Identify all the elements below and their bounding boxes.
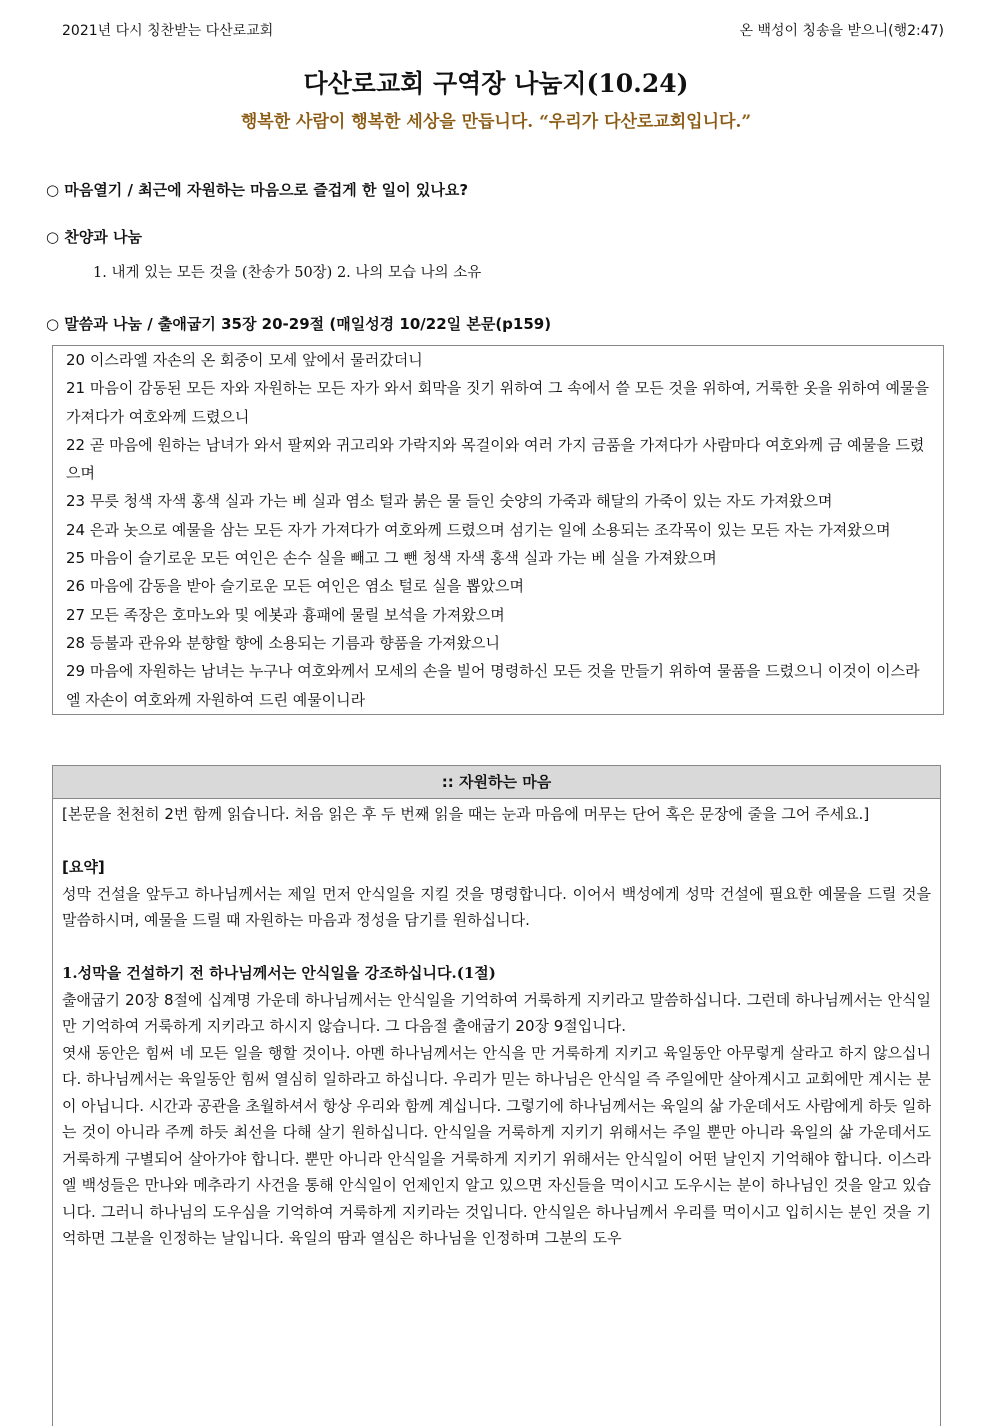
meditation-box-heading: :: 자원하는 마음: [53, 766, 940, 799]
meditation-box-body: [53, 799, 940, 1252]
summary-text: 성막 건설을 앞두고 하나님께서는 제일 먼저 안식일을 지킬 것을 명령합니다. 이어서 백성에게 성막 건설에 필요한 예물을 드릴 것을 말씀하시며, 예물을 드릴 때 자원하는 마음과 정성을 담기를 원하십니다.: [62, 884, 931, 929]
point-1-paragraph: 엿새 동안은 힘써 네 모든 일을 행할 것이나. 아멘 하나님께서는 안식을 만 거룩하게 지키고 육일동안 아무렇게 살라고 하지 않으십니다. 하나님께서는 육일동안 힘써 열심히 일하라고 하십니다. 우리가 믿는 하나님은 안식일 즉 주일에만 살아계시고 교회에만 계시는 분이 아닙니다. 시간과 공관을 초월하셔서 항상 우리와 함께 계십니다. 그렇기에 하나님께서는 육일의 삶 가운데서도 사람에게 하듯 일하는 것이 아니라 주께 하듯 최선을 다해 살기 원하십니다. 안식일을 거룩하게 지키기 위해서는 주일 뿐만 아니라 육일의 삶 가운데서도 거룩하게 구별되어 살아가야 합니다. 뿐만 아니라 안식일을 거룩하게 지키기 위해서는 안식일이 어떤 날인지 기억해야 합니다. 이스라엘 백성들은 만나와 메추라기 사건을 통해 안식일이 언제인지 알고 있으면 자신들을 먹이시고 도우시는 분이 하나님인 것을 알고 있습니다. 그러니 하나님의 도우심을 기억하여 거룩하게 지키라는 것입니다. 안식일은 하나님께서 우리를 먹이시고 입히시는 분인 것을 기억하면 그분을 인정하는 날입니다. 육일의 땀과 열심은 하나님을 인정하며 그분의 도우: [62, 1043, 931, 1247]
section-word: ○ 말씀과 나눔 / 출애굽기 35장 20-29절 (매일성경 10/22일 본문(p159): [46, 315, 552, 333]
section-praise: ○ 찬양과 나눔: [46, 228, 142, 246]
verse-line: 25 마음이 슬기로운 모든 여인은 손수 실을 빼고 그 뺀 청색 자색 홍색 실과 가는 베 실을 가져왔으며: [66, 549, 717, 568]
verse-line: 20 이스라엘 자손의 온 회중이 모세 앞에서 물러갔더니: [66, 351, 423, 369]
point-1-title: 1.성막을 건설하기 전 하나님께서는 안식일을 강조하십니다.(1절): [62, 964, 496, 982]
section-opening: ○ 마음열기 / 최근에 자원하는 마음으로 즐겁게 한 일이 있나요?: [46, 181, 469, 199]
verse-line: 26 마음에 감동을 받아 슬기로운 모든 여인은 염소 털로 실을 뽑았으며: [66, 577, 525, 596]
verse-line: 22 곧 마음에 원하는 남녀가 와서 팔찌와 귀고리와 가락지와 목걸이와 여러 가지 금품을 가져다가 사람마다 여호와께 금 예물을 드렸으며: [66, 435, 925, 483]
verse-line: 24 은과 놋으로 예물을 삼는 모든 자가 가져다가 여호와께 드렸으며 섬기는 일에 소용되는 조각목이 있는 모든 자는 가져왔으며: [66, 520, 891, 539]
verse-line: 27 모든 족장은 호마노와 및 에봇과 흉패에 물릴 보석을 가져왔으며: [66, 605, 505, 624]
header-left: 2021년 다시 칭찬받는 다산로교회: [62, 23, 274, 39]
reading-instruction: [본문을 천천히 2번 함께 읽습니다. 처음 읽은 후 두 번째 읽을 때는 눈과 마음에 머무는 단어 혹은 문장에 줄을 그어 주세요.]: [62, 805, 870, 823]
summary-label: [요약]: [62, 858, 105, 876]
song-list: 1. 내게 있는 모든 것을 (찬송가 50장) 2. 나의 모습 나의 소유: [93, 265, 482, 281]
scripture-box: [52, 345, 944, 715]
verse-line: 28 등불과 관유와 분향할 향에 소용되는 기름과 향품을 가져왔으니: [66, 633, 500, 652]
page-title: 다산로교회 구역장 나눔지(10.24): [303, 69, 689, 98]
header-right: 온 백성이 칭송을 받으니(행2:47): [739, 23, 944, 39]
meditation-box: [52, 765, 941, 1426]
verse-line: 21 마음이 감동된 모든 자와 자원하는 모든 자가 와서 회막을 짓기 위하여 그 속에서 쓸 모든 것을 위하여, 거룩한 옷을 위하여 예물을 가져다가 여호와께 드렸으니: [66, 379, 929, 426]
verse-line: 23 무릇 청색 자색 홍색 실과 가는 베 실과 염소 털과 붉은 물 들인 숫양의 가죽과 해달의 가죽이 있는 자도 가져왔으며: [66, 492, 833, 511]
point-1-paragraph: 출애굽기 20장 8절에 십계명 가운데 하나님께서는 안식일을 기억하여 거룩하게 지키라고 말씀하십니다. 그런데 하나님께서는 안식일만 기억하여 거룩하게 지키라고 하시지 않습니다. 그 다음절 출애굽기 20장 9절입니다.: [62, 990, 931, 1035]
verse-line: 29 마음에 자원하는 남녀는 누구나 여호와께서 모세의 손을 빌어 명령하신 모든 것을 만들기 위하여 물품을 드렸으니 이것이 이스라엘 자손이 여호와께 자원하여 드린 예물이니라: [66, 662, 920, 709]
page-subtitle: 행복한 사람이 행복한 세상을 만듭니다. “우리가 다산로교회입니다.”: [240, 112, 752, 132]
